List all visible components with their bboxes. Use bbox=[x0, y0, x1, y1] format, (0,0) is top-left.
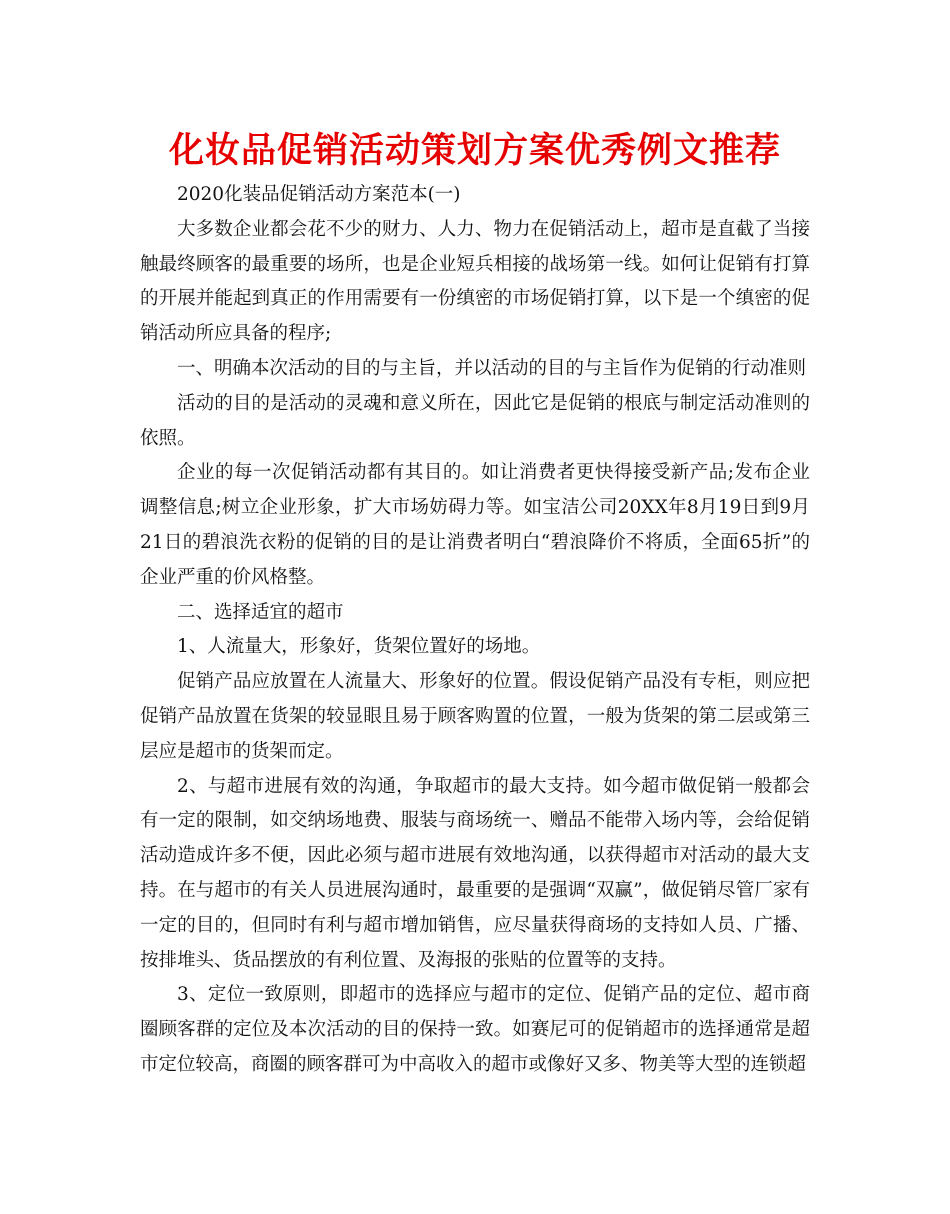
paragraph: 3、定位一致原则，即超市的选择应与超市的定位、促销产品的定位、超市商圈顾客群的定位及本次活动的目的保持一致。如赛尼可的促销超市的选择通常是超市定位较高，商圈的顾客群可为中高收入的超市或像好又多、物美等大型的连锁超 bbox=[140, 984, 810, 1075]
section-heading-1: 一、明确本次活动的目的与主旨，并以活动的目的与主旨作为促销的行动准则 bbox=[177, 357, 807, 379]
section-heading-2: 二、选择适宜的超市 bbox=[177, 601, 344, 623]
paragraph: 2、与超市进展有效的沟通，争取超市的最大支持。如今超市做促销一般都会有一定的限制，如交纳场地费、服装与商场统一、赠品不能带入场内等，会给促销活动造成许多不便，因此必须与超市进展有效地沟通，以获得超市对活动的最大支持。在与超市的有关人员进展沟通时，最重要的是强调“双赢”，做促销尽管厂家有一定的目的，但同时有利与超市增加销售，应尽量获得商场的支持如人员、广播、按排堆头、货品摆放的有利位置、及海报的张贴的位置等的支持。 bbox=[140, 775, 810, 971]
paragraph: 活动的目的是活动的灵魂和意义所在，因此它是促销的根底与制定活动准则的依照。 bbox=[140, 392, 810, 449]
paragraph-intro: 大多数企业都会花不少的财力、人力、物力在促销活动上，超市是直截了当接触最终顾客的最重要的场所，也是企业短兵相接的战场第一线。如何让促销有打算的开展并能起到真正的作用需要有一份缜密的市场促销打算，以下是一个缜密的促销活动所应具备的程序; bbox=[140, 218, 810, 345]
paragraph: 企业的每一次促销活动都有其目的。如让消费者更快得接受新产品;发布企业调整信息;树立企业形象，扩大市场妨碍力等。如宝洁公司20XX年8月19日到9月21日的碧浪洗衣粉的促销的目的是让消费者明白“碧浪降价不将质，全面65折”的企业严重的价风格整。 bbox=[140, 462, 810, 588]
list-item-heading: 1、人流量大，形象好，货架位置好的场地。 bbox=[177, 636, 541, 658]
paragraph: 促销产品应放置在人流量大、形象好的位置。假设促销产品没有专柜，则应把促销产品放置在货架的较显眼且易于顾客购置的位置，一般为货架的第二层或第三层应是超市的货架而定。 bbox=[140, 671, 810, 762]
document-title: 化妆品促销活动策划方案优秀例文推荐 bbox=[168, 131, 781, 171]
paragraph-subtitle: 2020化装品促销活动方案范本(一) bbox=[177, 184, 461, 205]
